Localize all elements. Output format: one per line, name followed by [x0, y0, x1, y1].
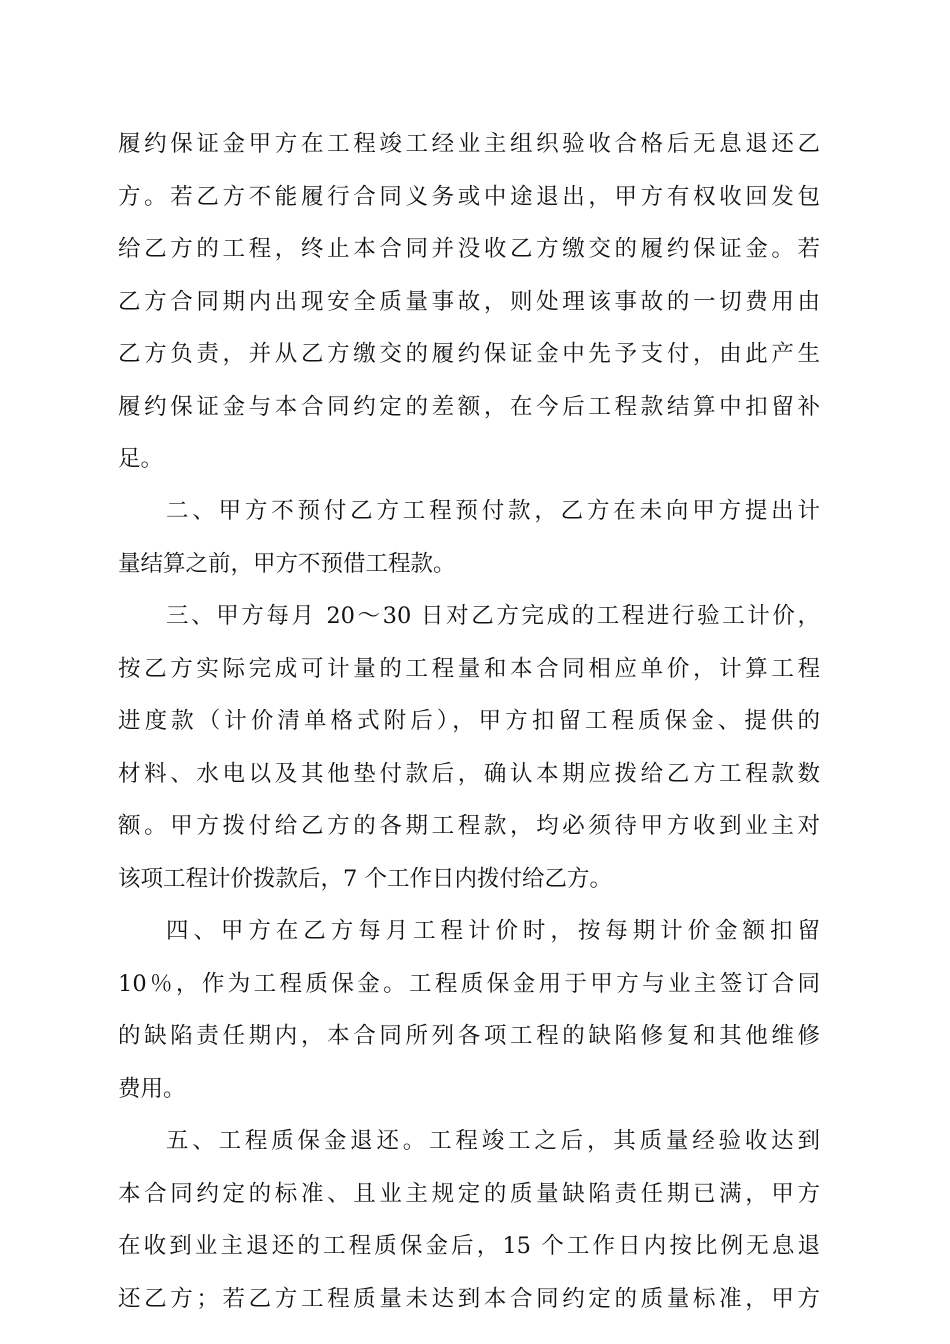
paragraph-start-line: 二、甲方不预付乙方工程预付款，乙方在未向甲方提出计 — [166, 498, 820, 524]
text-line: 量结算之前，甲方不预借工程款。 — [118, 551, 456, 577]
text-line: 额。甲方拨付给乙方的各期工程款，均必须待甲方收到业主对 — [118, 813, 820, 839]
text-line: 还乙方；若乙方工程质量未达到本合同约定的质量标准，甲方 — [118, 1286, 820, 1312]
text-line: 该项工程计价拨款后，7 个工作日内拨付给乙方。 — [118, 866, 612, 892]
paragraph-start-line: 三、甲方每月 20～30 日对乙方完成的工程进行验工计价， — [166, 603, 820, 629]
text-line: 乙方负责，并从乙方缴交的履约保证金中先予支付，由此产生 — [118, 341, 820, 367]
text-line: 的缺陷责任期内，本合同所列各项工程的缺陷修复和其他维修 — [118, 1023, 820, 1049]
text-line: 10％，作为工程质保金。工程质保金用于甲方与业主签订合同 — [118, 971, 820, 997]
text-line: 本合同约定的标准、且业主规定的质量缺陷责任期已满，甲方 — [118, 1181, 820, 1207]
text-line: 履约保证金甲方在工程竣工经业主组织验收合格后无息退还乙 — [118, 131, 820, 157]
text-line: 足。 — [118, 446, 164, 472]
text-line: 进度款（计价清单格式附后），甲方扣留工程质保金、提供的 — [118, 708, 820, 734]
paragraph-start-line: 四、甲方在乙方每月工程计价时，按每期计价金额扣留 — [166, 918, 820, 944]
text-line: 费用。 — [118, 1076, 186, 1102]
text-line: 按乙方实际完成可计量的工程量和本合同相应单价，计算工程 — [118, 656, 820, 682]
text-line: 给乙方的工程，终止本合同并没收乙方缴交的履约保证金。若 — [118, 236, 820, 262]
text-line: 材料、水电以及其他垫付款后，确认本期应拨给乙方工程款数 — [118, 761, 820, 787]
text-line: 履约保证金与本合同约定的差额，在今后工程款结算中扣留补 — [118, 394, 820, 420]
text-line: 方。若乙方不能履行合同义务或中途退出，甲方有权收回发包 — [118, 184, 820, 210]
text-line: 在收到业主退还的工程质保金后，15 个工作日内按比例无息退 — [118, 1233, 820, 1259]
text-line: 乙方合同期内出现安全质量事故，则处理该事故的一切费用由 — [118, 289, 820, 315]
paragraph-start-line: 五、工程质保金退还。工程竣工之后，其质量经验收达到 — [166, 1128, 820, 1154]
